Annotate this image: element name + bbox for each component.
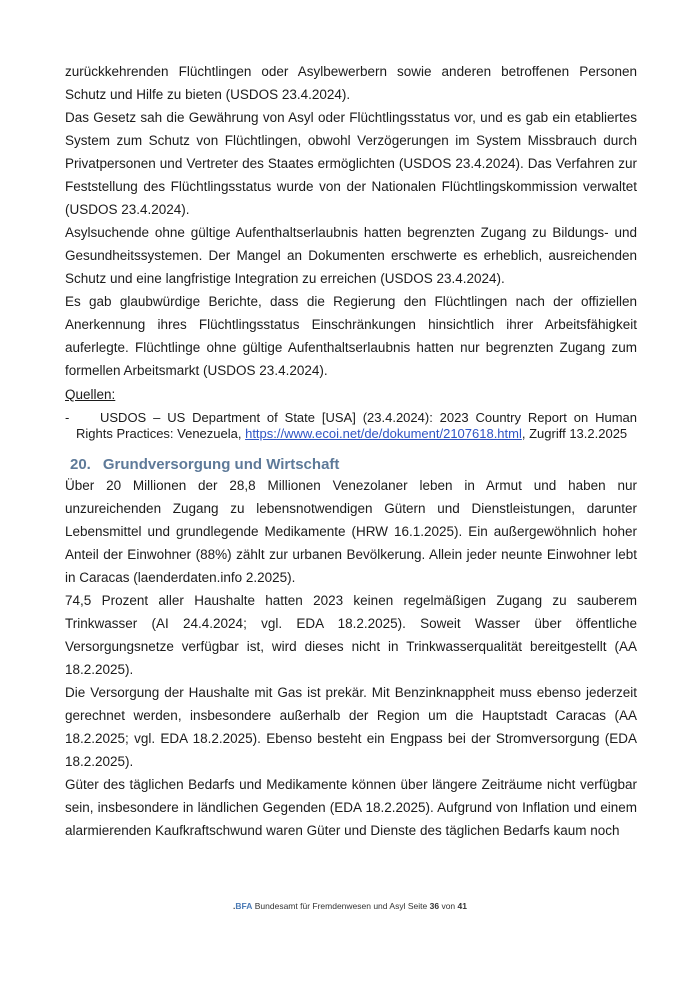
source-item	[65, 410, 637, 441]
paragraph: Über 20 Millionen der 28,8 Millionen Venezolaner leben in Armut und haben nur unzureichenden Zugang zu lebensnotwendigen Gütern und Dienstleistungen, darunter Lebensmittel und grundlegende Medikamente (HRW 16.1.2025). Ein außergewöhnlich hoher Anteil der Einwohner (88%) zählt zur urbanen Bevölkerung. Allein jeder neunte Einwohner lebt in Caracas (laenderdaten.info 2.2025).	[65, 478, 637, 585]
section-title: Grundversorgung und Wirtschaft	[102, 456, 340, 473]
footer-of-label: von	[441, 901, 456, 911]
bfa-logo-dot: .	[233, 901, 236, 911]
bullet-dash: -	[65, 410, 70, 425]
paragraph: Das Gesetz sah die Gewährung von Asyl oder Flüchtlingsstatus vor, und es gab ein etabliertes System zum Schutz von Flüchtlingen, obwohl Verzögerungen im System Missbrauch durch Privatpersonen und Vertreter des Staates ermöglichten (USDOS 23.4.2024). Das Verfahren zur Feststellung des Flüchtlingsstatus wurde von der Nationalen Flüchtlingskommission verwaltet (USDOS 23.4.2024).	[65, 110, 637, 217]
source-text: USDOS – US Department of State [USA] (23.4.2024): 2023 Country Report on Human Rights Practices: Venezuela,	[76, 410, 637, 441]
paragraph: 74,5 Prozent aller Haushalte hatten 2023 keinen regelmäßigen Zugang zu sauberem Trinkwasser (AI 24.4.2024; vgl. EDA 18.2.2025). Soweit Wasser über öffentliche Versorgungsnetze verfügbar ist, wird dieses nicht in Trinkwasserqualität bereitgestellt (AA 18.2.2025).	[65, 593, 637, 677]
page-content	[65, 60, 637, 842]
paragraph: Es gab glaubwürdige Berichte, dass die Regierung den Flüchtlingen nach der offiziellen Anerkennung ihres Flüchtlingsstatus Einschränkungen hinsichtlich ihrer Arbeitsfähigkeit auferlegte. Flüchtlinge ohne gültige Aufenthaltserlaubnis hatten nur begrenzten Zugang zum formellen Arbeitsmarkt (USDOS 23.4.2024).	[65, 294, 637, 378]
footer-page-label: Seite	[407, 901, 428, 911]
footer-org: Bundesamt für Fremdenwesen und Asyl	[254, 901, 406, 911]
sources-label-text: Quellen:	[65, 387, 116, 402]
paragraph: zurückkehrenden Flüchtlingen oder Asylbewerbern sowie anderen betroffenen Personen Schutz und Hilfe zu bieten (USDOS 23.4.2024).	[65, 64, 637, 102]
source-text-suffix: , Zugriff 13.2.2025	[521, 425, 628, 441]
paragraph: Asylsuchende ohne gültige Aufenthaltserlaubnis hatten begrenzten Zugang zu Bildungs- und Gesundheitssystemen. Der Mangel an Dokumenten erschwerte es erheblich, ausreichenden Schutz und eine langfristige Integration zu erreichen (USDOS 23.4.2024).	[65, 225, 637, 286]
bfa-logo: BFA	[235, 901, 253, 911]
section-heading	[65, 456, 637, 474]
footer-total-pages: 41	[457, 901, 467, 911]
source-link[interactable]: https://www.ecoi.net/de/dokument/2107618.html	[245, 425, 522, 441]
section-number: 20.	[70, 456, 91, 473]
sources-label	[65, 383, 637, 406]
footer-page-number: 36	[429, 901, 440, 911]
paragraph: Die Versorgung der Haushalte mit Gas ist prekär. Mit Benzinknappheit muss ebenso jederzeit gerechnet werden, insbesondere außerhalb der Region um die Hauptstadt Caracas (AA 18.2.2025; vgl. EDA 18.2.2025). Ebenso besteht ein Engpass bei der Stromversorgung (EDA 18.2.2025).	[65, 685, 637, 769]
paragraph: Güter des täglichen Bedarfs und Medikamente können über längere Zeiträume nicht verfügbar sein, insbesondere in ländlichen Gegenden (EDA 18.2.2025). Aufgrund von Inflation und einem alarmierenden Kaufkraftschwund waren Güter und Dienste des täglichen Bedarfs kaum noch	[65, 777, 637, 838]
page-footer	[0, 901, 700, 912]
